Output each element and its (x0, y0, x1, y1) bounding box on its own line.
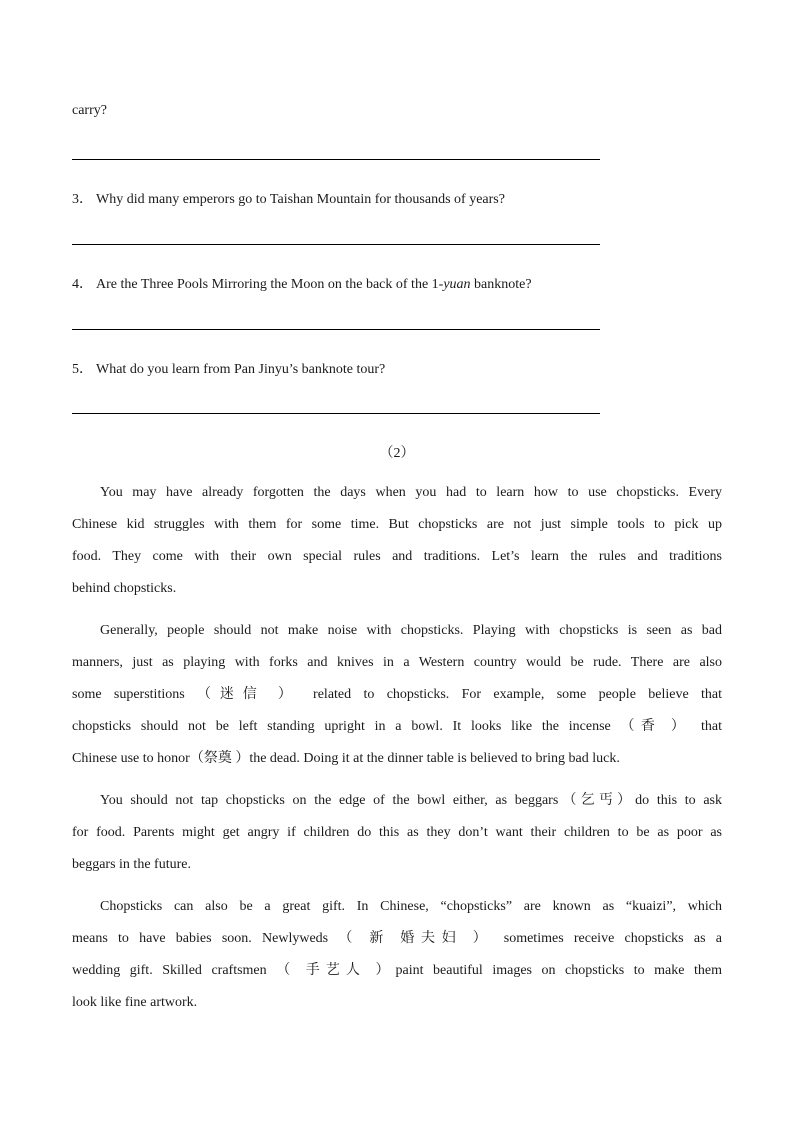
question-text-pre: Are the Three Pools Mirroring the Moon on the back of the 1- (96, 277, 444, 292)
answer-line (72, 329, 600, 330)
question-4 (72, 273, 532, 293)
question-number: 4． (72, 277, 93, 292)
answer-line (72, 244, 600, 245)
paragraph-line: chopsticks should not be left standing upright in a bowl. It looks like the incense （香 ） that (72, 719, 722, 734)
question-number: 3． (72, 192, 93, 207)
paragraph-4 (72, 891, 722, 1019)
question-text-italic: yuan (443, 277, 471, 292)
question-continuation: carry? (72, 103, 107, 118)
paragraph-line: Chinese use to honor（祭奠 ）the dead. Doing it at the dinner table is believed to bring bad luck. (72, 751, 620, 766)
answer-line (72, 413, 600, 414)
paragraph-line: wedding gift. Skilled craftsmen （ 手艺人 ）paint beautiful images on chopsticks to make them (72, 963, 722, 978)
paragraph-line: You may have already forgotten the days when you had to learn how to use chopsticks. Every (100, 485, 722, 500)
paragraph-1 (72, 477, 722, 605)
paragraph-line: means to have babies soon. Newlyweds （ 新 婚夫妇 ） sometimes receive chopsticks as a (72, 931, 722, 946)
paragraph-line: behind chopsticks. (72, 581, 177, 596)
question-3 (72, 188, 505, 208)
paragraph-line: Generally, people should not make noise with chopsticks. Playing with chopsticks is seen as bad (100, 623, 722, 638)
question-text: What do you learn from Pan Jinyu’s banknote tour? (96, 362, 386, 377)
paragraph-line: for food. Parents might get angry if children do this as they don’t want their children to be as poor as (72, 825, 722, 840)
answer-line (72, 159, 600, 160)
paragraph-line: You should not tap chopsticks on the edge of the bowl either, as beggars（乞丐）do this to ask (100, 793, 722, 808)
paragraph-line: Chopsticks can also be a great gift. In Chinese, “chopsticks” are known as “kuaizi”, which (100, 899, 722, 914)
paragraph-line: some superstitions （迷信 ） related to chopsticks. For example, some people believe that (72, 687, 722, 702)
question-number: 5． (72, 362, 93, 377)
question-text-post: banknote? (470, 277, 532, 292)
section-title: （2） (379, 446, 415, 461)
paragraph-line: Chinese kid struggles with them for some time. But chopsticks are not just simple tools to pick up (72, 517, 722, 532)
paragraph-line: beggars in the future. (72, 857, 191, 872)
paragraph-3 (72, 785, 722, 881)
question-5 (72, 358, 385, 378)
paragraph-line: look like fine artwork. (72, 995, 198, 1010)
paragraph-line: food. They come with their own special rules and traditions. Let’s learn the rules and traditions (72, 549, 722, 564)
paragraph-line: manners, just as playing with forks and knives in a Western country would be rude. There are also (72, 655, 722, 670)
paragraph-2 (72, 615, 722, 775)
question-text: Why did many emperors go to Taishan Mountain for thousands of years? (96, 192, 505, 207)
